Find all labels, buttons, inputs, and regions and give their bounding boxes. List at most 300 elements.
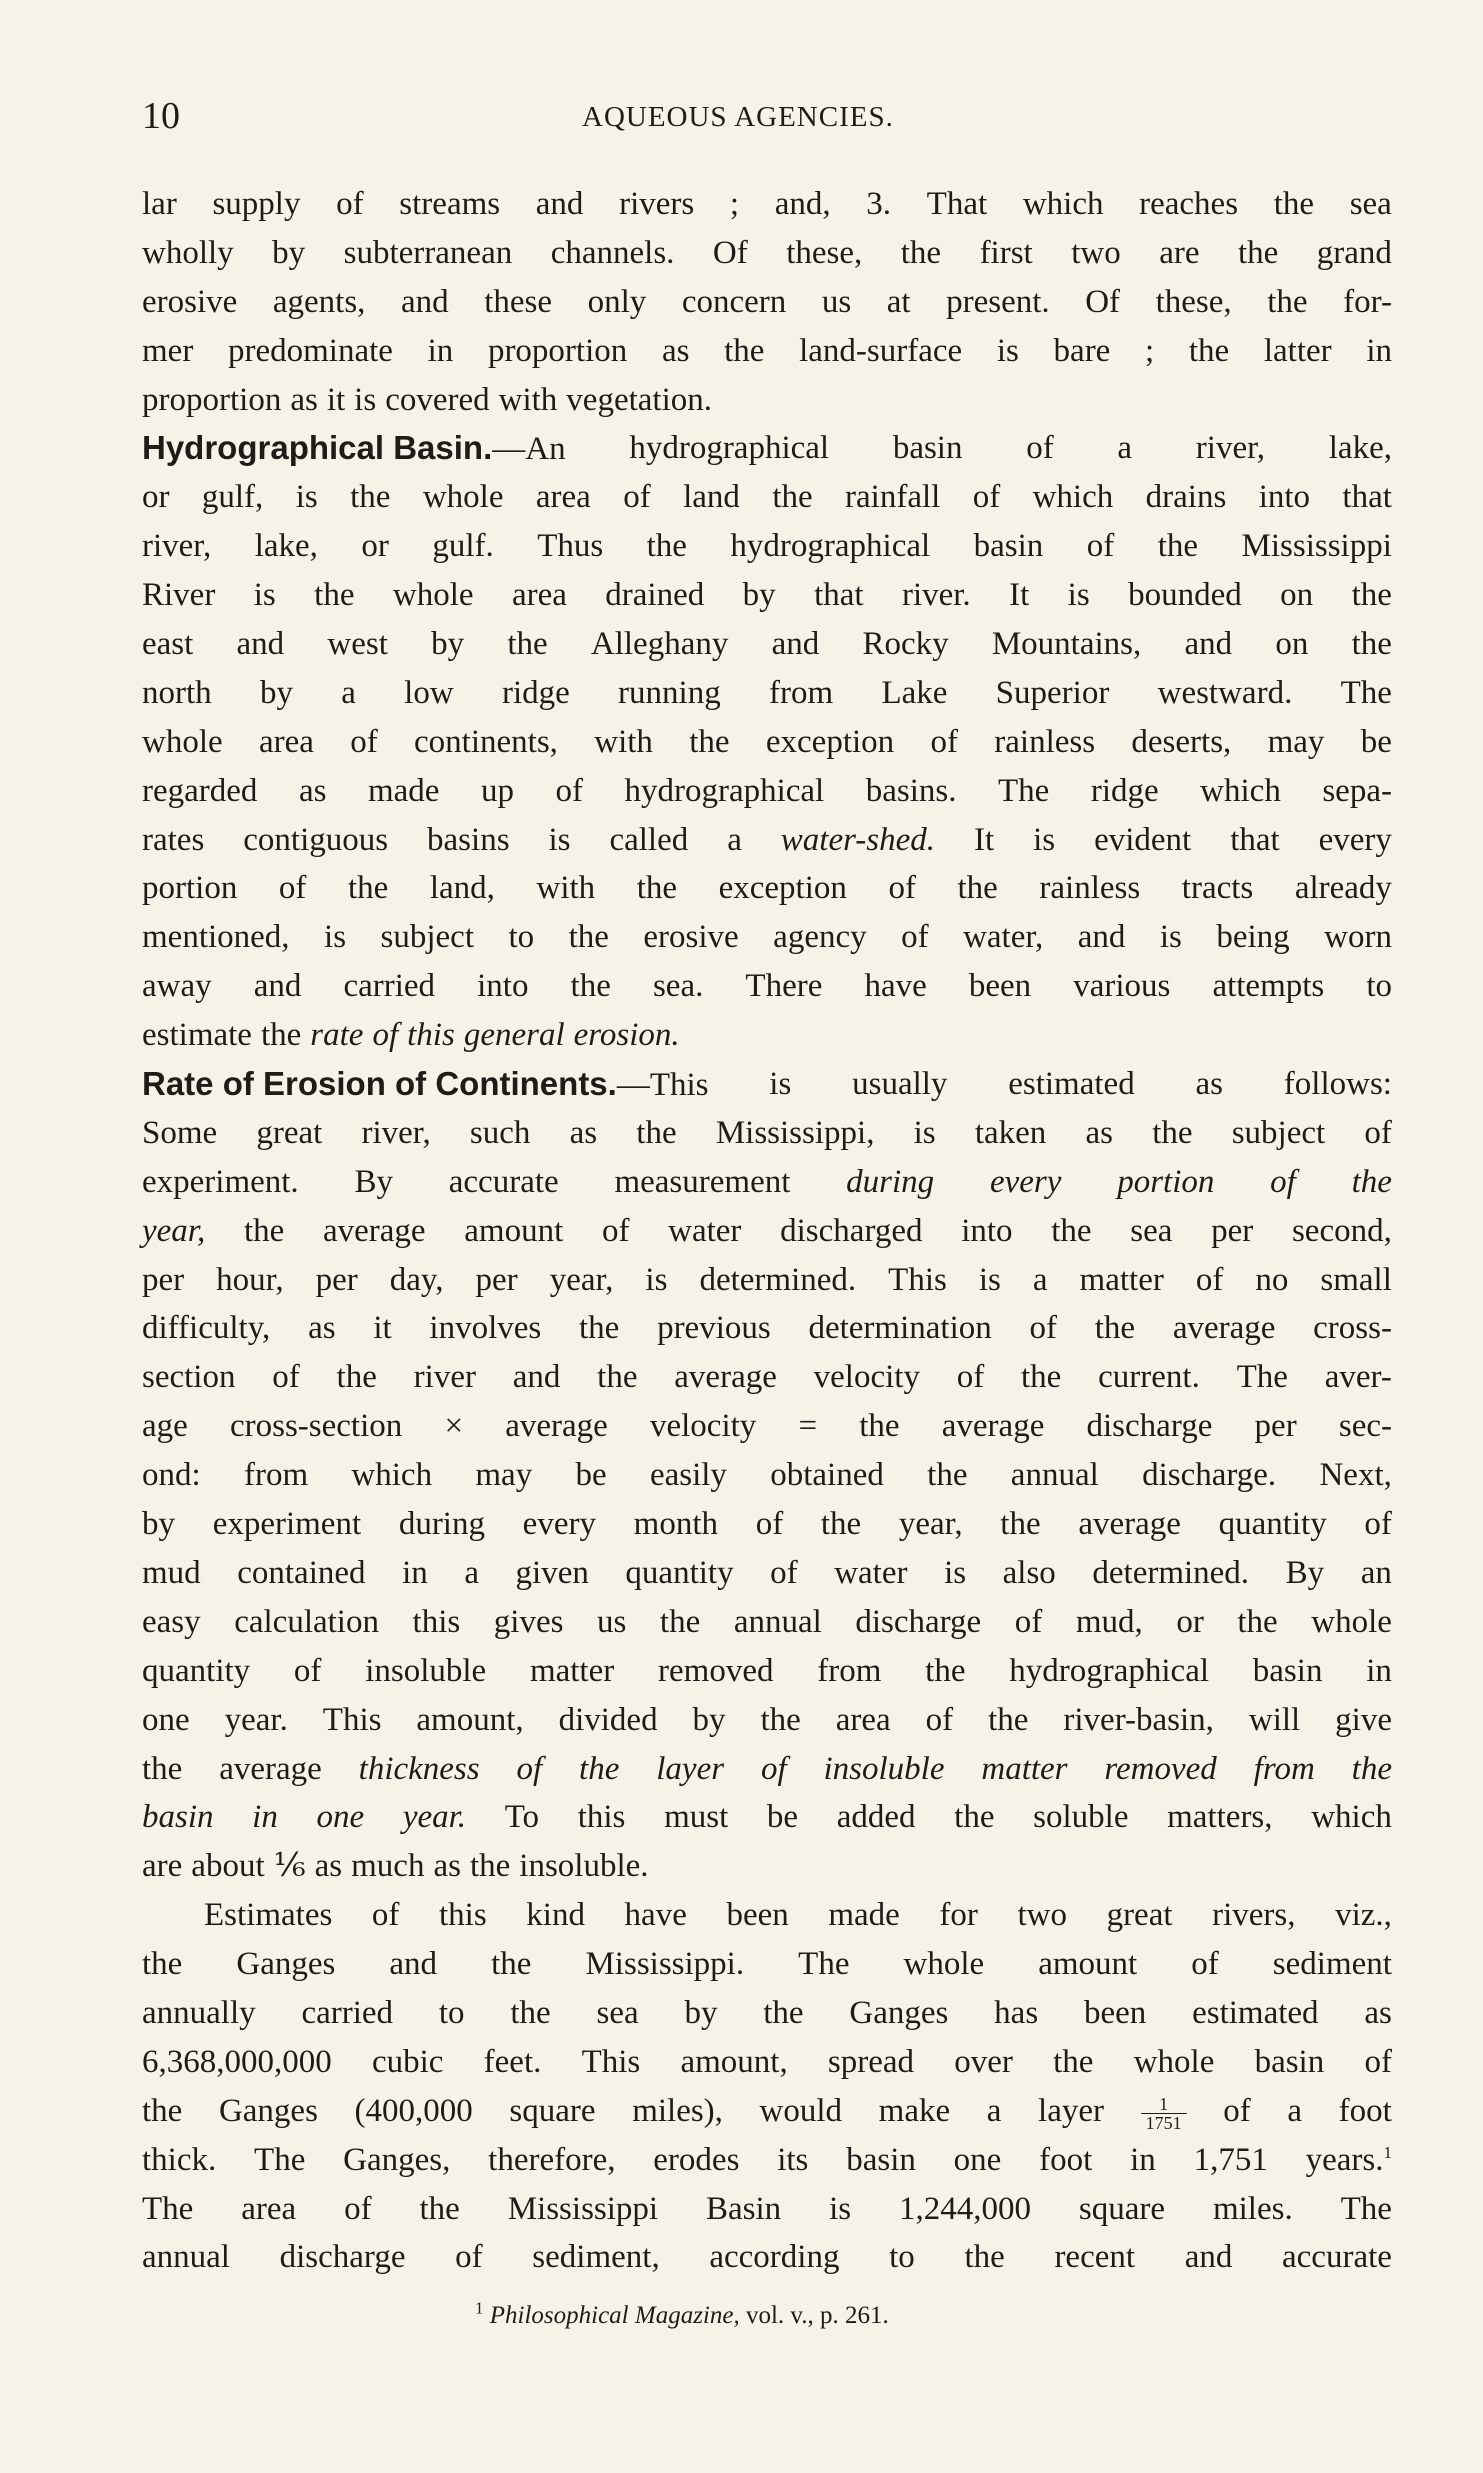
word: spread — [827, 2043, 915, 2080]
word: portion — [1117, 1163, 1215, 1200]
word: mud, — [1075, 1603, 1143, 1640]
word: may — [1267, 723, 1325, 760]
word: per — [475, 1261, 518, 1298]
word: is — [645, 1261, 668, 1298]
word: proportion — [142, 381, 282, 418]
word: layer — [1038, 2092, 1104, 2129]
word: of — [760, 1750, 787, 1787]
word: a — [1287, 2092, 1303, 2129]
word: the — [636, 1114, 677, 1151]
text-line — [142, 376, 1392, 425]
word: this — [439, 1897, 487, 1934]
word: divided — [558, 1701, 658, 1738]
text-line — [142, 962, 1392, 1011]
word: (400,000 — [354, 2092, 473, 2129]
text-line — [142, 571, 1392, 620]
word: these — [484, 283, 553, 320]
word: of — [1270, 1163, 1296, 1200]
word: with — [594, 723, 653, 760]
text-line — [142, 424, 1392, 473]
word: of — [293, 1652, 322, 1689]
word: year. — [224, 1701, 288, 1738]
word: river, — [142, 528, 212, 565]
word: the — [347, 870, 389, 907]
word: the — [900, 234, 942, 271]
word: and — [253, 968, 302, 1005]
word: of — [372, 1017, 399, 1054]
word: as — [298, 772, 327, 809]
word: insoluble — [823, 1750, 945, 1787]
word: such — [469, 1114, 531, 1151]
word: hydrographical — [629, 430, 830, 467]
word: this — [412, 1603, 461, 1640]
word: = — [798, 1408, 818, 1445]
word: of — [925, 1701, 954, 1738]
word: 1,751 — [1193, 2141, 1268, 2178]
word: of — [555, 772, 583, 809]
word: every — [1318, 821, 1392, 858]
text-line — [142, 2038, 1392, 2087]
word: the — [964, 2239, 1005, 2276]
word: amount, — [416, 1701, 524, 1738]
word: area — [535, 479, 591, 516]
word: by — [259, 674, 293, 711]
word: River — [142, 577, 216, 614]
word: which — [1022, 186, 1104, 222]
word: sea — [596, 1994, 639, 2031]
word: made — [828, 1897, 900, 1934]
word: is — [548, 821, 571, 858]
word: experiment — [212, 1506, 362, 1543]
word: by — [684, 1994, 718, 2031]
word: and — [400, 283, 449, 320]
word: lar — [142, 186, 177, 222]
word: river. — [901, 577, 971, 614]
word: it — [326, 381, 346, 418]
word: Basin — [706, 2190, 782, 2227]
word: by — [692, 1701, 726, 1738]
word: cross-section — [229, 1408, 403, 1445]
text-line — [142, 1304, 1392, 1353]
word: regarded — [142, 772, 258, 809]
text-line — [142, 1256, 1392, 1305]
word: the — [659, 1603, 701, 1640]
word: added — [836, 1799, 916, 1836]
word: gulf. — [432, 528, 494, 565]
text-line — [142, 1793, 1392, 1842]
word: per — [142, 1261, 185, 1298]
text-line — [142, 1158, 1392, 1207]
word: a — [464, 1554, 479, 1591]
word: are — [1159, 234, 1200, 271]
word: By — [354, 1163, 393, 1200]
word: mer — [142, 332, 194, 369]
word: accurate — [448, 1163, 559, 1200]
text-line — [142, 1842, 1392, 1891]
word: the — [760, 1701, 801, 1738]
word: streams — [399, 186, 501, 222]
footnote — [475, 2300, 889, 2332]
word: the — [925, 1652, 966, 1689]
word: rivers, — [1212, 1897, 1296, 1934]
word: water, — [963, 919, 1044, 956]
word: of — [516, 1750, 543, 1787]
word: a — [1117, 430, 1133, 467]
word: sediment, — [532, 2239, 660, 2276]
word: of — [1364, 1114, 1392, 1151]
text-line — [142, 1500, 1392, 1549]
word: Mountains, — [991, 626, 1142, 663]
word: as — [308, 1310, 336, 1347]
word: the — [1237, 234, 1279, 271]
word: therefore, — [488, 2141, 616, 2178]
word: Mississippi — [1241, 528, 1392, 565]
word: Estimates — [204, 1897, 333, 1934]
word: give — [1335, 1701, 1392, 1738]
word: Lake — [881, 674, 948, 711]
word: is — [1033, 821, 1056, 858]
word: of — [371, 1897, 400, 1934]
word: vegetation. — [566, 381, 712, 418]
word: evident — [1094, 821, 1192, 858]
text-line — [142, 473, 1392, 522]
word: miles), — [632, 2092, 723, 2129]
word: Mississippi — [507, 2190, 659, 2227]
word: the — [927, 1457, 968, 1494]
word: ; — [729, 186, 740, 222]
word: the — [820, 1506, 862, 1543]
word: amount — [464, 1212, 564, 1249]
word: of — [278, 870, 307, 907]
word: erosion. — [573, 1017, 680, 1054]
word: which — [1200, 772, 1281, 809]
word: annually — [142, 1994, 256, 2031]
word: of — [1029, 1310, 1057, 1347]
word: the — [646, 528, 687, 565]
word: amount, — [680, 2043, 788, 2080]
word: small — [1320, 1261, 1392, 1298]
word: determined. — [1092, 1554, 1250, 1591]
word: Thus — [537, 528, 604, 565]
word: The — [1340, 674, 1392, 711]
word: and — [1184, 2239, 1233, 2276]
word: whole — [392, 577, 474, 614]
word: have — [624, 1897, 687, 1934]
word: exception — [765, 723, 895, 760]
word: cross- — [1313, 1310, 1392, 1347]
word: the — [724, 332, 765, 369]
word: every — [522, 1506, 596, 1543]
word: of — [1086, 528, 1115, 565]
word: annual — [142, 2239, 230, 2276]
text-line — [142, 1060, 1392, 1109]
word: estimate — [142, 1017, 252, 1054]
fraction — [1141, 2087, 1187, 2136]
word: quantity — [142, 1652, 251, 1689]
word: first — [979, 234, 1033, 271]
word: from — [769, 674, 834, 711]
word: annual — [1010, 1457, 1099, 1494]
word: for — [939, 1897, 978, 1934]
word: Superior — [995, 674, 1110, 711]
word: basin — [973, 528, 1044, 565]
word: of — [956, 1359, 985, 1396]
word: square — [509, 2092, 596, 2129]
word: these, — [1155, 283, 1232, 320]
word: usually — [852, 1066, 948, 1103]
word: mud — [142, 1554, 201, 1591]
word: second, — [1291, 1212, 1392, 1249]
word: wholly — [142, 234, 234, 271]
word: recent — [1054, 2239, 1136, 2276]
word: the — [1267, 283, 1308, 320]
word: river — [413, 1359, 476, 1396]
footnote-title: Philosophical Magazine, — [489, 2302, 740, 2329]
word: the — [142, 1750, 183, 1787]
word: velocity — [649, 1408, 757, 1445]
word: calculation — [234, 1603, 379, 1640]
word: whole — [422, 479, 504, 516]
word: insoluble — [365, 1652, 487, 1689]
text-line — [142, 1451, 1392, 1500]
word: into — [477, 968, 529, 1005]
word: the — [1351, 577, 1392, 614]
word: agents, — [272, 283, 366, 320]
fraction-numerator: 1 — [1141, 2095, 1187, 2114]
text-line — [142, 229, 1392, 278]
word: contiguous — [243, 821, 389, 858]
text-line — [142, 669, 1392, 718]
text-line — [142, 278, 1392, 327]
word: which — [351, 1457, 433, 1494]
word: water-shed. — [780, 821, 936, 858]
word: is — [295, 479, 318, 516]
word: and — [236, 626, 285, 663]
word: about — [191, 1848, 265, 1885]
word: basin — [142, 1799, 214, 1836]
word: gulf, — [201, 479, 264, 516]
word: section — [142, 1359, 236, 1396]
word: Ganges — [849, 1994, 949, 2031]
word: concern — [681, 283, 787, 320]
word: the — [763, 1994, 804, 2031]
word: area — [258, 723, 314, 760]
word: from — [243, 1457, 309, 1494]
word: hydrographical — [730, 528, 931, 565]
word: subterranean — [343, 234, 513, 271]
word: Of — [1085, 283, 1121, 320]
word: the — [336, 1359, 377, 1396]
word: kind — [526, 1897, 585, 1934]
word: being — [1216, 919, 1290, 956]
word: as — [1195, 1066, 1223, 1103]
word: discharge. — [1142, 1457, 1277, 1494]
text-line — [142, 1109, 1392, 1158]
text-line — [142, 1598, 1392, 1647]
word: average — [941, 1408, 1045, 1445]
word: rivers — [619, 186, 695, 222]
text-line — [142, 2087, 1392, 2136]
word: the — [1351, 626, 1392, 663]
footnote-marker: 1 — [475, 2298, 484, 2318]
word: at — [886, 283, 911, 320]
word: the — [578, 1310, 620, 1347]
word: thick. — [142, 2141, 217, 2178]
word: difficulty, — [142, 1310, 271, 1347]
word: 6,368,000,000 — [142, 2043, 332, 2080]
word: water — [834, 1554, 908, 1591]
word: average — [219, 1750, 322, 1787]
word: has — [994, 1994, 1039, 2031]
word: Next, — [1319, 1457, 1392, 1494]
word: predominate — [227, 332, 393, 369]
word: drains — [1145, 479, 1227, 516]
word: the — [1021, 1359, 1062, 1396]
word: Ganges — [236, 1946, 336, 1983]
word: of — [888, 870, 916, 907]
word: for- — [1343, 283, 1392, 320]
word: as — [314, 1848, 343, 1885]
word: exception — [718, 870, 847, 907]
word: of — [1364, 1506, 1392, 1543]
word: to — [508, 919, 535, 956]
text-line — [142, 2233, 1392, 2282]
word: according — [709, 2239, 840, 2276]
word: the — [1157, 528, 1199, 565]
word: × — [444, 1408, 464, 1445]
word: of — [455, 2239, 483, 2276]
word: To — [504, 1799, 540, 1836]
word: as — [661, 332, 690, 369]
word: easy — [142, 1603, 201, 1640]
page-number: 10 — [142, 95, 180, 137]
word: drained — [605, 577, 705, 614]
word: rainless — [1039, 870, 1141, 907]
word: that — [814, 577, 864, 614]
word: away — [142, 968, 212, 1005]
word: or — [1176, 1603, 1204, 1640]
word: in — [1366, 1652, 1392, 1689]
word: of — [901, 919, 929, 956]
word: per — [315, 1261, 358, 1298]
word: a — [341, 674, 356, 711]
word: the — [1237, 1603, 1278, 1640]
word: year. — [402, 1799, 467, 1836]
word: the — [568, 919, 609, 956]
word: is — [829, 2190, 852, 2227]
word: erosive — [643, 919, 739, 956]
word: the — [1188, 332, 1230, 369]
word: up — [480, 772, 514, 809]
word: The — [1340, 2190, 1392, 2227]
page-header — [142, 96, 1392, 156]
word: That — [926, 186, 988, 222]
word: area — [241, 2190, 297, 2227]
word: with — [498, 381, 558, 418]
word: the — [507, 626, 548, 663]
word: 1,244,000 — [899, 2190, 1031, 2227]
word: year, — [898, 1506, 963, 1543]
word: present. — [946, 283, 1050, 320]
word: be — [1360, 723, 1392, 760]
word: average — [1172, 1310, 1276, 1347]
word: into — [1258, 479, 1311, 516]
word: contained — [237, 1554, 366, 1591]
word: is — [324, 919, 347, 956]
word: hour, — [216, 1261, 284, 1298]
word: the — [1351, 1750, 1392, 1787]
word: accurate — [1282, 2239, 1392, 2276]
word: only — [587, 283, 647, 320]
word: agency — [773, 919, 867, 956]
word: per — [1254, 1408, 1297, 1445]
word: month — [633, 1506, 718, 1543]
word: with — [536, 870, 596, 907]
word: insoluble. — [519, 1848, 649, 1885]
word: from — [817, 1652, 882, 1689]
word: one — [953, 2141, 1002, 2178]
word: basin — [846, 2141, 916, 2178]
footnote-reference: 1 — [1383, 2142, 1392, 2162]
word: years.$^1$ — [1305, 2141, 1392, 2178]
word: been — [726, 1897, 789, 1934]
word: covered — [385, 381, 490, 418]
word: rainless — [994, 723, 1096, 760]
text-line — [142, 1549, 1392, 1598]
word: that — [1342, 479, 1392, 516]
word: or — [361, 528, 389, 565]
word: average — [505, 1408, 608, 1445]
word: land — [683, 479, 740, 516]
word: whole — [142, 723, 223, 760]
word: of — [1191, 1946, 1219, 1983]
word: river-basin, — [1063, 1701, 1214, 1738]
word: whole — [1133, 2043, 1215, 2080]
word: great — [1106, 1897, 1173, 1934]
word: feet. — [483, 2043, 542, 2080]
word: much — [351, 1848, 425, 1885]
word: the — [1000, 1506, 1041, 1543]
word: quantity — [1218, 1506, 1327, 1543]
word: gives — [493, 1603, 564, 1640]
word: basin — [892, 430, 963, 467]
word: average — [1078, 1506, 1181, 1543]
word: supply — [212, 186, 301, 222]
word: quantity — [625, 1554, 734, 1591]
word: as — [1364, 1994, 1392, 2031]
word: its — [777, 2141, 809, 2178]
word: rate — [310, 1017, 364, 1054]
word: make — [878, 2092, 951, 2129]
word: removed — [658, 1652, 774, 1689]
word: the — [1051, 1212, 1092, 1249]
word: two — [1017, 1897, 1067, 1934]
word: in — [402, 1554, 428, 1591]
word: in — [427, 332, 454, 369]
word: two — [1071, 234, 1121, 271]
text-line — [142, 2136, 1392, 2185]
word: of — [972, 479, 1001, 516]
word: age — [142, 1408, 188, 1445]
text-line — [142, 620, 1392, 669]
word: sea — [1349, 186, 1392, 222]
word: rates — [142, 821, 205, 858]
word: area — [511, 577, 567, 614]
text-line — [142, 718, 1392, 767]
word: sea — [1130, 1212, 1173, 1249]
word: westward. — [1157, 674, 1293, 711]
word: the — [314, 577, 355, 614]
